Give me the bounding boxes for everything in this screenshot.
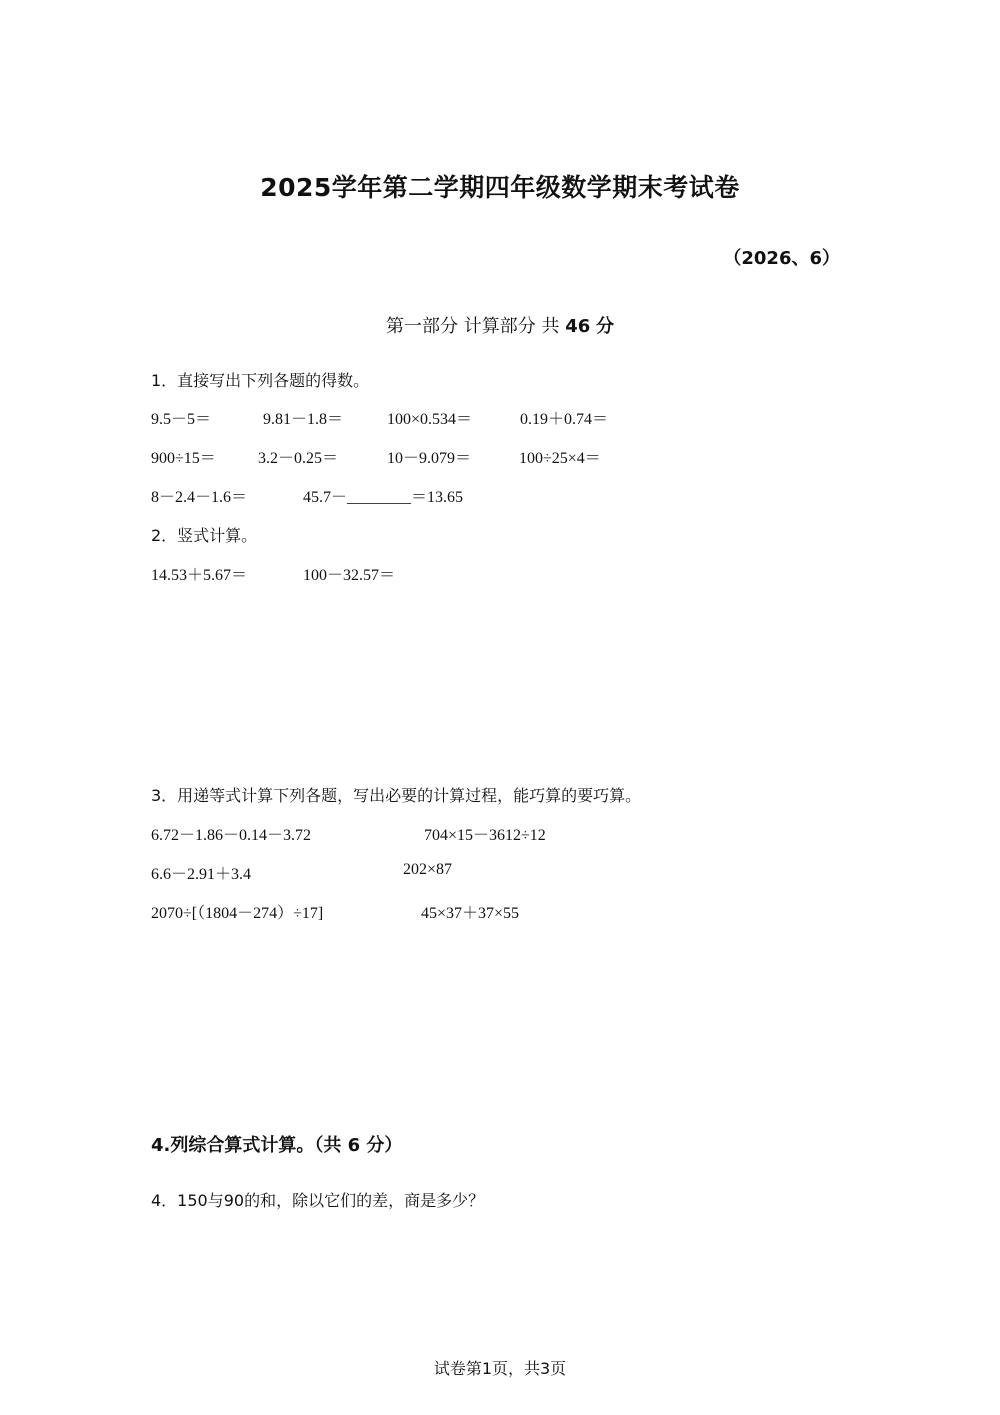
part1-unit: 分 [595,316,614,337]
q3-item: 202×87 [403,861,453,878]
q2-item: 100－32.57＝ [303,567,396,584]
q1-item: 3.2－0.25＝ [258,450,339,467]
q1-heading: 1．直接写出下列各题的得数。 [151,371,370,390]
page-footer: 试卷第1页，共3页 [433,1359,567,1378]
q3-item: 6.72－1.86－0.14－3.72 [151,827,312,844]
q1-item: 900÷15＝ [151,450,216,467]
exam-title: 2025学年第二学期四年级数学期末考试卷 [260,173,740,202]
section4-heading: 4.列综合算式计算。（共 6 分） [151,1135,403,1156]
part1-heading [0,312,1000,338]
q2-item: 14.53＋5.67＝ [151,567,248,584]
q1-item: 9.81－1.8＝ [263,411,344,428]
q2-heading: 2．竖式计算。 [151,526,258,545]
q3-item: 2070÷[（1804－274）÷17] [151,905,324,922]
q1-item: 10－9.079＝ [387,450,472,467]
part1-score: 46 [565,316,591,337]
q1-item: 100×0.534＝ [387,411,473,428]
q1-item: 9.5－5＝ [151,411,212,428]
q1-item: 0.19＋0.74＝ [520,411,609,428]
q1-item: 100÷25×4＝ [519,450,601,467]
q3-heading: 3．用递等式计算下列各题，写出必要的计算过程，能巧算的要巧算。 [151,786,642,805]
q1-item: 45.7－________＝13.65 [303,489,464,506]
section4-question: 4．150与90的和，除以它们的差，商是多少？ [151,1191,485,1210]
q3-item: 6.6－2.91＋3.4 [151,866,252,883]
q3-item: 45×37＋37×55 [421,905,520,922]
q3-item: 704×15－3612÷12 [424,827,546,844]
q1-item: 8－2.4－1.6＝ [151,489,248,506]
part1-label: 第一部分 计算部分 共 [386,316,560,337]
exam-date: （2026、6） [723,248,840,269]
